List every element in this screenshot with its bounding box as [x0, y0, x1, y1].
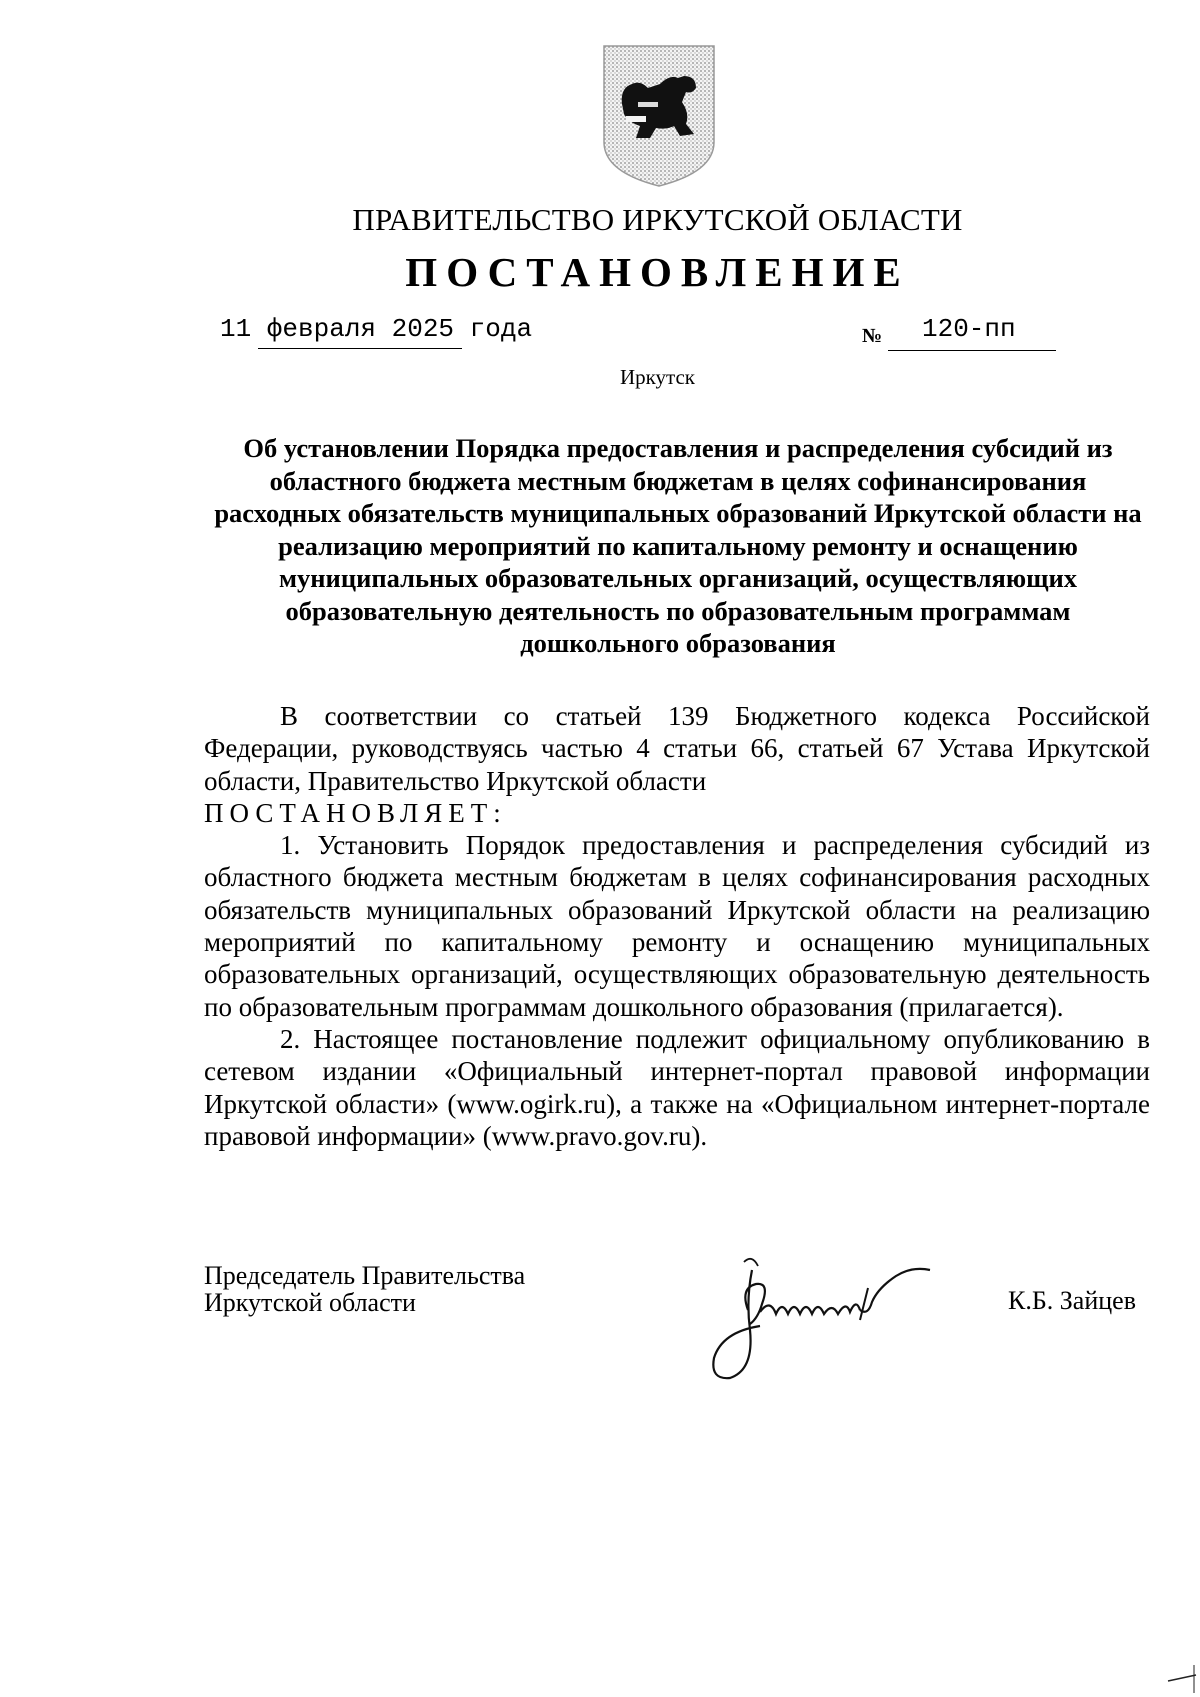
handwritten-signature — [700, 1240, 950, 1385]
coat-of-arms-emblem — [600, 42, 718, 190]
document-date: 11 февраля 2025 года — [220, 314, 533, 344]
signer-position-line-1: Председатель Правительства — [204, 1261, 526, 1290]
signer-position-line-2: Иркутской области — [204, 1288, 416, 1317]
date-underline — [258, 348, 462, 349]
item-2-paragraph: 2. Настоящее постановление подлежит официальному опубликованию в сетевом издании «Официальный интернет-портал правовой информации Иркутской области» (www.ogirk.ru), а также на «Официальном интернет-портале правовой информации» (www.pravo.gov.ru). — [204, 1023, 1150, 1151]
organization-name: ПРАВИТЕЛЬСТВО ИРКУТСКОЙ ОБЛАСТИ — [352, 202, 963, 237]
decree-word: ПОСТАНОВЛЯЕТ: — [204, 797, 507, 828]
item-1-paragraph: 1. Установить Порядок предоставления и распределения субсидий из областного бюджета местным бюджетам в целях софинансирования расходных обязательств муниципальных образований Иркутской области на реализацию мероприятий по капитальному ремонту и оснащению муниципальных образовательных организаций, осуществляющих образовательную деятельность по образовательным программам дошкольного образования (прилагается). — [204, 830, 1150, 1022]
signer-name: К.Б. Зайцев — [1008, 1286, 1136, 1315]
preamble-paragraph: В соответствии со статьей 139 Бюджетного кодекса Российской Федерации, руководствуясь частью 4 статьи 66, статьей 67 Устава Иркутской области, Правительство Иркутской области — [204, 701, 1150, 796]
number-underline — [888, 350, 1056, 351]
document-body — [204, 700, 1150, 1152]
number-sign: № — [862, 325, 883, 347]
document-number: 120-пп — [922, 314, 1016, 344]
city: Иркутск — [619, 365, 696, 389]
document-title: Об установлении Порядка предоставления и распределения субсидий из областного бюджета местным бюджетам в целях софинансирования расходных обязательств муниципальных образований Иркутской области на реализацию мероприятий по капитальному ремонту и оснащению муниципальных образовательных организаций, осуществляющих образовательную деятельность по образовательным программам дошкольного образования — [214, 433, 1142, 658]
document-type: ПОСТАНОВЛЕНИЕ — [405, 249, 910, 295]
corner-mark — [1160, 1655, 1200, 1695]
signer-position — [204, 1262, 525, 1316]
